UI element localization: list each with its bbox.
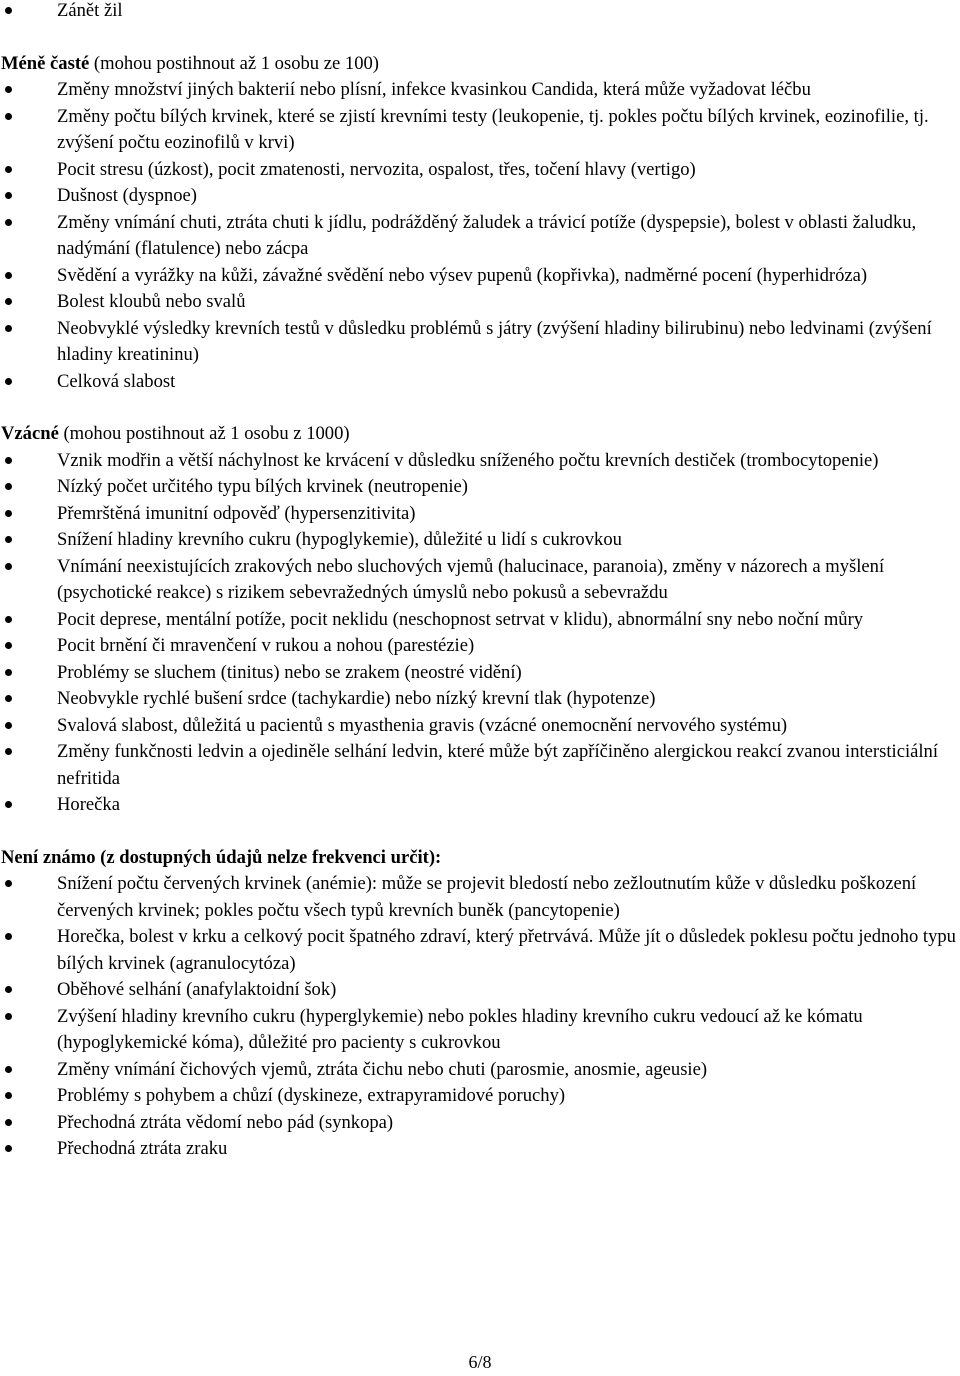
list-item: Zvýšení hladiny krevního cukru (hyperglykemie) nebo pokles hladiny krevního cukru vedoucí až ke kómatu (hypoglykemické kóma), důležité pro pacienty s cukrovkou (0, 1004, 960, 1057)
list-item: Pocit stresu (úzkost), pocit zmatenosti, nervozita, ospalost, třes, točení hlavy (vertigo) (0, 157, 960, 184)
section-title: Méně časté (1, 52, 90, 74)
list-item: Změny množství jiných bakterií nebo plísní, infekce kvasinkou Candida, která může vyžadovat léčbu (0, 77, 960, 104)
list-item: Bolest kloubů nebo svalů (0, 289, 960, 316)
list-item: Svědění a vyrážky na kůži, závažné svědění nebo výsev pupenů (kopřivka), nadměrné pocení (hyperhidróza) (0, 263, 960, 290)
list-item: Vznik modřin a větší náchylnost ke krvácení v důsledku sníženého počtu krevních destiček (trombocytopenie) (0, 448, 960, 475)
section-heading-unknown (0, 845, 960, 872)
page-number: 6/8 (468, 1352, 492, 1372)
list-item: Problémy se sluchem (tinitus) nebo se zrakem (neostré vidění) (0, 660, 960, 687)
list-item: Horečka (0, 792, 960, 819)
list-item: Přechodná ztráta zraku (0, 1136, 960, 1163)
section-title: Vzácné (1, 423, 59, 444)
list-item: Svalová slabost, důležitá u pacientů s myasthenia gravis (vzácné onemocnění nervového systému) (0, 713, 960, 740)
list-item: Přemrštěná imunitní odpověď (hypersenzitivita) (0, 501, 960, 528)
section-subtitle: (mohou postihnout až 1 osobu ze 100) (89, 52, 379, 74)
list-item: Změny vnímání chuti, ztráta chuti k jídlu, podrážděný žaludek a trávicí potíže (dyspepsie), bolest v oblasti žaludku, nadýmání (flatulence) nebo zácpa (0, 210, 960, 263)
list-item: Horečka, bolest v krku a celkový pocit špatného zdraví, který přetrvává. Může jít o důsledek poklesu počtu jednoho typu bílých krvinek (agranulocytóza) (0, 924, 960, 977)
list-item: Oběhové selhání (anafylaktoidní šok) (0, 977, 960, 1004)
list-item: Neobvykle rychlé bušení srdce (tachykardie) nebo nízký krevní tlak (hypotenze) (0, 686, 960, 713)
unknown-list (0, 871, 960, 1163)
uncommon-list (0, 77, 960, 395)
list-item: Zánět žil (0, 0, 960, 25)
rare-list (0, 448, 960, 819)
top-list (0, 0, 960, 25)
list-item: Změny vnímání čichových vjemů, ztráta čichu nebo chuti (parosmie, anosmie, ageusie) (0, 1057, 960, 1084)
list-item: Dušnost (dyspnoe) (0, 183, 960, 210)
section-title: Není známo (z dostupných údajů nelze frekvenci určit): (1, 846, 442, 868)
list-item: Snížení hladiny krevního cukru (hypoglykemie), důležité u lidí s cukrovkou (0, 527, 960, 554)
section-heading-uncommon (0, 51, 960, 78)
list-item: Nízký počet určitého typu bílých krvinek (neutropenie) (0, 474, 960, 501)
section-heading-rare (0, 421, 960, 448)
list-item: Celková slabost (0, 369, 960, 396)
list-item: Změny počtu bílých krvinek, které se zjistí krevními testy (leukopenie, tj. pokles počtu bílých krvinek, eozinofilie, tj. zvýšení počtu eozinofilů v krvi) (0, 104, 960, 157)
list-item: Přechodná ztráta vědomí nebo pád (synkopa) (0, 1110, 960, 1137)
section-subtitle: (mohou postihnout až 1 osobu z 1000) (58, 423, 350, 444)
list-item: Neobvyklé výsledky krevních testů v důsledku problémů s játry (zvýšení hladiny bilirubinu) nebo ledvinami (zvýšení hladiny kreatininu) (0, 316, 960, 369)
list-item: Snížení počtu červených krvinek (anémie): může se projevit bledostí nebo zežloutnutím kůže v důsledku poškození červených krvinek; pokles počtu všech typů krevních buněk (pancytopenie) (0, 871, 960, 924)
list-item: Změny funkčnosti ledvin a ojediněle selhání ledvin, které může být zapříčiněno alergickou reakcí zvanou intersticiální nefritida (0, 739, 960, 792)
list-item: Pocit deprese, mentální potíže, pocit neklidu (neschopnost setrvat v klidu), abnormální sny nebo noční můry (0, 607, 960, 634)
list-item: Pocit brnění či mravenčení v rukou a nohou (parestézie) (0, 633, 960, 660)
list-item: Vnímání neexistujících zrakových nebo sluchových vjemů (halucinace, paranoia), změny v názorech a myšlení (psychotické reakce) s rizikem sebevražedných úmyslů nebo pokusů a sebevraždu (0, 554, 960, 607)
list-item: Problémy s pohybem a chůzí (dyskineze, extrapyramidové poruchy) (0, 1083, 960, 1110)
